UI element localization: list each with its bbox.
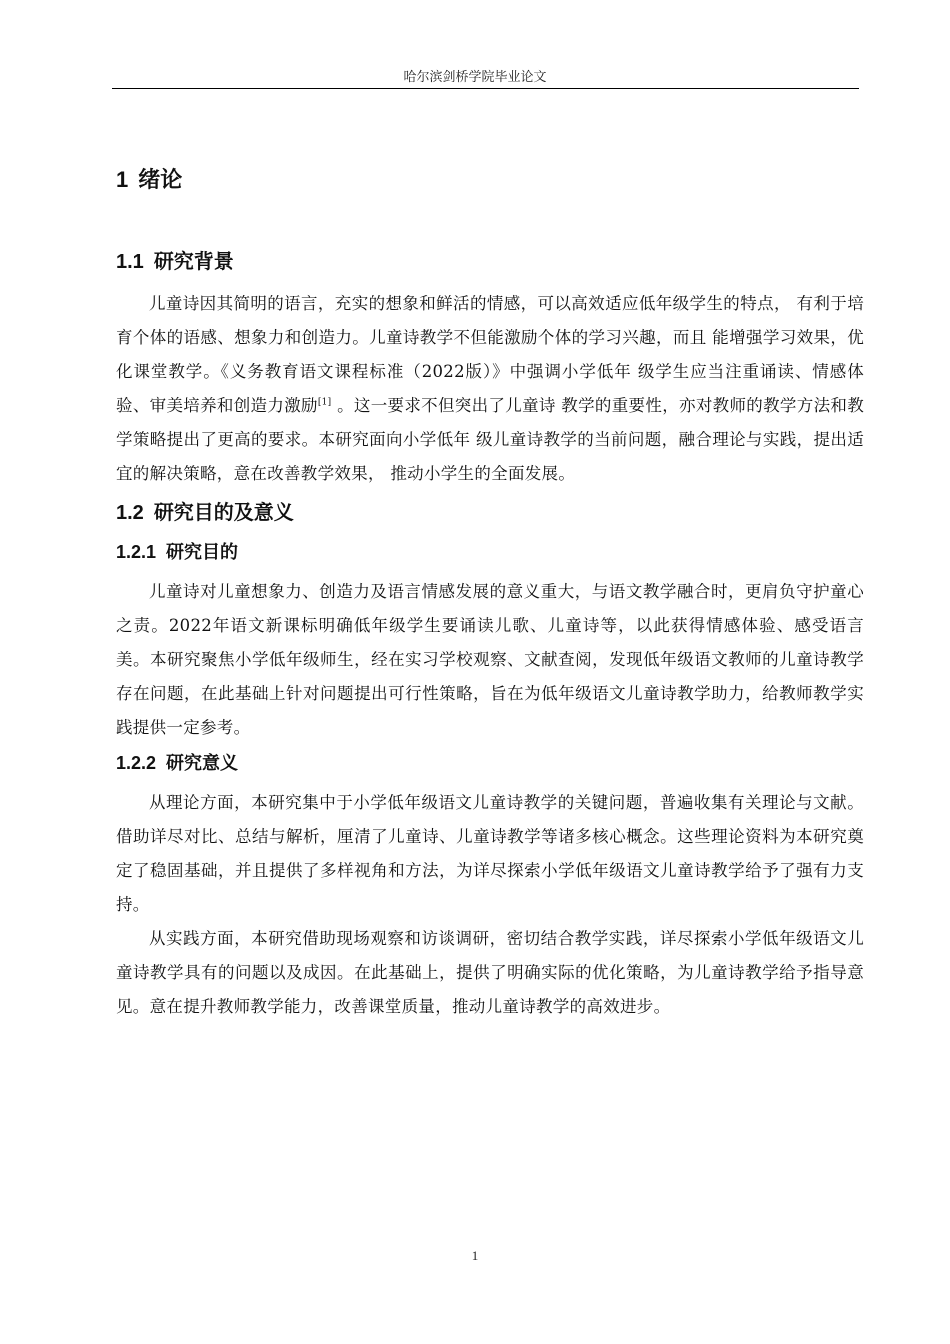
- chapter-heading: [116, 160, 864, 200]
- subsection-number: 1.2.1: [116, 542, 157, 562]
- chapter-number: 1: [116, 167, 129, 192]
- section-title: 研究目的及意义: [153, 500, 294, 524]
- paragraph-practice: 从实践方面，本研究借助现场观察和访谈调研，密切结合教学实践，详尽探索小学低年级语文儿童诗教学具有的问题以及成因。在此基础上，提供了明确实际的优化策略，为儿童诗教学给予指导意见。意在提升教师教学能力，改善课堂质量，推动儿童诗教学的高效进步。: [116, 929, 864, 1016]
- page-content: [116, 160, 864, 1024]
- subsection-heading-1-2-1: [116, 536, 864, 569]
- subsection-title: 研究目的: [166, 542, 239, 563]
- section-number: 1.1: [116, 251, 144, 273]
- paragraph-text: 。这一要求不但突出了儿童诗 教学的重要性，亦对教师的教学方法和教学策略提出了更高的要求。本研究面向小学低年 级儿童诗教学的当前问题，融合理论与实践，提出适宜的解决策略，意在改善教学效果， 推动小学生的全面发展。: [116, 396, 865, 483]
- subsection-number: 1.2.2: [116, 753, 157, 773]
- page-number: 1: [471, 1248, 479, 1263]
- paragraph-purpose: 儿童诗对儿童想象力、创造力及语言情感发展的意义重大，与语文教学融合时，更肩负守护童心之责。2022年语文新课标明确低年级学生要诵读儿歌、儿童诗等，以此获得情感体验、感受语言美。本研究聚焦小学低年级师生，经在实习学校观察、文献查阅，发现低年级语文教师的儿童诗教学存在问题，在此基础上针对问题提出可行性策略，旨在为低年级语文儿童诗教学助力，给教师教学实践提供一定参考。: [116, 582, 864, 737]
- running-header: 哈尔滨剑桥学院毕业论文: [403, 70, 547, 85]
- subsection-heading-1-2-2: [116, 747, 864, 780]
- subsection-title: 研究意义: [166, 753, 239, 774]
- paragraph-background: [116, 287, 864, 491]
- section-heading-1-1: [116, 244, 864, 279]
- paragraph-theory: 从理论方面，本研究集中于小学低年级语文儿童诗教学的关键问题，普遍收集有关理论与文献。借助详尽对比、总结与解析，厘清了儿童诗、儿童诗教学等诸多核心概念。这些理论资料为本研究奠定了稳固基础，并且提供了多样视角和方法，为详尽探索小学低年级语文儿童诗教学给予了强有力支持。: [116, 793, 864, 914]
- section-number: 1.2: [116, 502, 144, 524]
- header-rule: [112, 88, 859, 89]
- paragraph-text: 儿童诗因其简明的语言，充实的想象和鲜活的情感，可以高效适应低年级学生的特点， 有利于培育个体的语感、想象力和创造力。儿童诗教学不但能激励个体的学习兴趣，而且 能增强学习效果，优化课堂教学。《义务教育语文课程标准（2022版）》中强调小学低年 级学生应当注重诵读、情感体验、审美培养和创造力激励: [116, 294, 864, 415]
- citation-ref: [1]: [317, 397, 332, 408]
- section-heading-1-2: [116, 495, 864, 530]
- chapter-title: 绪论: [138, 168, 183, 193]
- section-title: 研究背景: [153, 249, 234, 273]
